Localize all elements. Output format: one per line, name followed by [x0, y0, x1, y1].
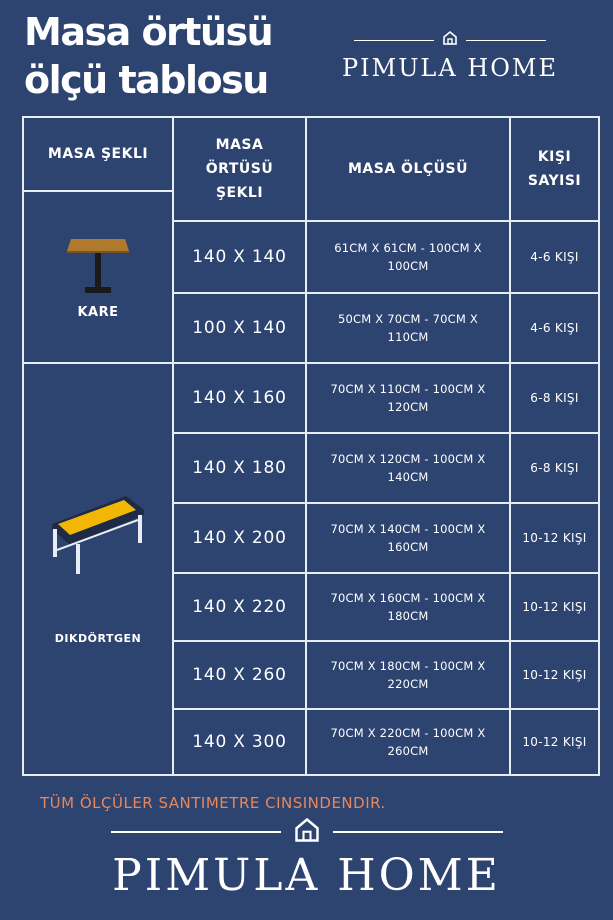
dims-line: 70CM X 120CM - 100CM X — [330, 452, 486, 466]
people-cell: 4-6 KIŞI — [510, 293, 599, 363]
dims-line: 70CM X 160CM - 100CM X — [330, 591, 486, 605]
divider — [466, 40, 546, 41]
header-people-line: KIŞI — [537, 149, 572, 165]
dims-line: 100CM — [387, 259, 429, 273]
shape-rectangle-label: DIKDÖRTGEN — [54, 632, 142, 645]
dims-line: 61CM X 61CM - 100CM X — [334, 241, 482, 255]
rectangle-table-icon — [30, 490, 166, 584]
cloth-size-cell: 140 X 160 — [173, 363, 306, 433]
header-people — [510, 117, 599, 221]
people-cell: 4-6 KIŞI — [510, 221, 599, 293]
people-cell: 10-12 KIŞI — [510, 573, 599, 641]
cloth-size-cell: 140 X 200 — [173, 503, 306, 573]
title-line-1: Masa örtüsü — [24, 10, 273, 54]
dims-line: 180CM — [387, 609, 429, 623]
square-table-icon — [30, 235, 166, 301]
dims-line: 160CM — [387, 540, 429, 554]
house-icon — [293, 816, 321, 848]
table-size-cell — [306, 293, 510, 363]
header-cloth-line: ŞEKLI — [215, 185, 264, 201]
divider — [333, 831, 503, 833]
dims-line: 70CM X 220CM - 100CM X — [330, 726, 486, 740]
dims-line: 110CM — [387, 330, 429, 344]
page-title — [24, 8, 272, 104]
header-cloth-shape — [173, 117, 306, 221]
brand-name: PIMULA HOME — [341, 54, 559, 82]
brand-name: PIMULA HOME — [112, 850, 501, 901]
dims-line: 260CM — [387, 744, 429, 758]
brand-logo-top — [340, 30, 560, 82]
dims-line: 220CM — [387, 677, 429, 691]
table-size-cell — [306, 221, 510, 293]
house-icon — [442, 30, 458, 50]
dims-line: 140CM — [387, 470, 429, 484]
shape-square-label: KARE — [77, 304, 119, 320]
dims-line: 70CM X 180CM - 100CM X — [330, 659, 486, 673]
size-table — [22, 116, 600, 776]
table-size-cell — [306, 503, 510, 573]
people-cell: 6-8 KIŞI — [510, 363, 599, 433]
table-size-cell — [306, 641, 510, 709]
cloth-size-cell: 140 X 220 — [173, 573, 306, 641]
shape-square-cell — [23, 191, 173, 363]
header-people-line: SAYISI — [527, 173, 582, 189]
cloth-size-cell: 140 X 260 — [173, 641, 306, 709]
header-table-shape: MASA ŞEKLI — [23, 117, 173, 191]
divider — [111, 831, 281, 833]
dims-line: 120CM — [387, 400, 429, 414]
divider — [354, 40, 434, 41]
table-size-cell — [306, 709, 510, 775]
people-cell: 6-8 KIŞI — [510, 433, 599, 503]
units-note: TÜM ÖLÇÜLER SANTIMETRE CINSINDENDIR. — [40, 794, 386, 812]
brand-logo-bottom — [100, 816, 513, 901]
cloth-size-cell: 100 X 140 — [173, 293, 306, 363]
table-size-cell — [306, 363, 510, 433]
cloth-size-cell: 140 X 180 — [173, 433, 306, 503]
header-cloth-line: MASA — [215, 137, 264, 153]
title-line-2: ölçü tablosu — [24, 58, 268, 102]
dims-line: 50CM X 70CM - 70CM X — [338, 312, 478, 326]
cloth-size-cell: 140 X 140 — [173, 221, 306, 293]
people-cell: 10-12 KIŞI — [510, 503, 599, 573]
table-size-cell — [306, 433, 510, 503]
dims-line: 70CM X 140CM - 100CM X — [330, 522, 486, 536]
dims-line: 70CM X 110CM - 100CM X — [330, 382, 486, 396]
people-cell: 10-12 KIŞI — [510, 641, 599, 709]
shape-rectangle-cell — [23, 363, 173, 775]
people-cell: 10-12 KIŞI — [510, 709, 599, 775]
cloth-size-cell: 140 X 300 — [173, 709, 306, 775]
table-size-cell — [306, 573, 510, 641]
header-table-size: MASA ÖLÇÜSÜ — [306, 117, 510, 221]
header-cloth-line: ÖRTÜSÜ — [205, 161, 274, 177]
